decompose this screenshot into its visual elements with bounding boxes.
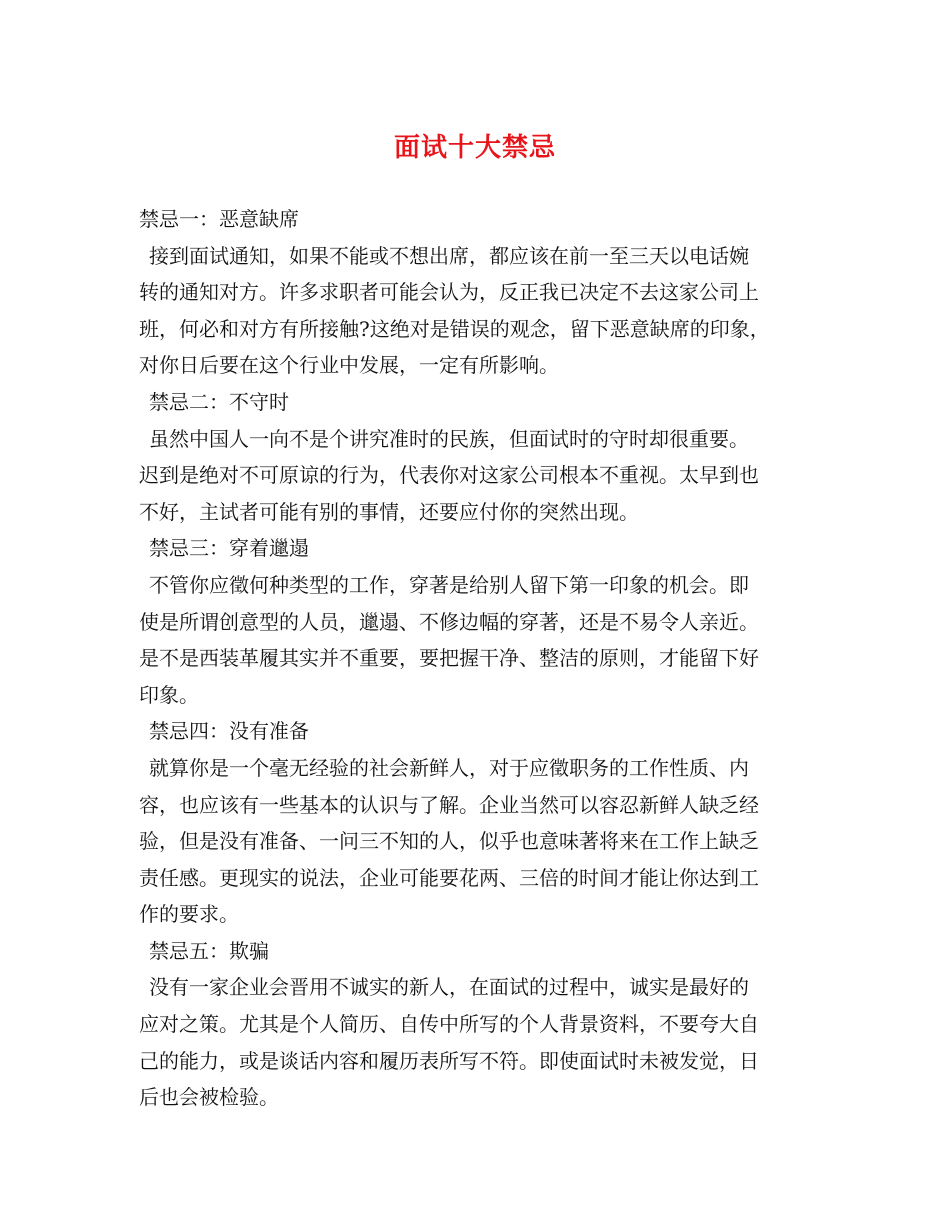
document-title: 面试十大禁忌	[393, 133, 556, 163]
paragraph-line: 虽然中国人一向不是个讲究准时的民族，但面试时的守时却很重要。	[149, 426, 749, 451]
paragraph-line: 就算你是一个毫无经验的社会新鲜人，对于应徵职务的工作性质、内	[149, 755, 749, 780]
paragraph-line: 没有一家企业会晋用不诚实的新人，在面试的过程中，诚实是最好的	[149, 975, 749, 1000]
paragraph-line: 应对之策。尤其是个人简历、自传中所写的个人背景资料，不要夸大自	[139, 1012, 759, 1037]
paragraph-line: 容，也应该有一些基本的认识与了解。企业当然可以容忍新鲜人缺乏经	[139, 792, 759, 817]
paragraph-line: 印象。	[139, 682, 199, 707]
paragraph-line: 后也会被检验。	[139, 1085, 279, 1110]
paragraph-line: 己的能力，或是谈话内容和履历表所写不符。即使面试时未被发觉，日	[139, 1048, 759, 1073]
paragraph-line: 迟到是绝对不可原谅的行为，代表你对这家公司根本不重视。太早到也	[139, 463, 759, 488]
paragraph-line: 不好，主试者可能有别的事情，还要应付你的突然出现。	[139, 499, 639, 524]
heading-taboo-1: 禁忌一：恶意缺席	[139, 207, 299, 231]
paragraph-line: 不管你应徵何种类型的工作，穿著是给别人留下第一印象的机会。即	[149, 572, 749, 597]
paragraph-line: 转的通知对方。许多求职者可能会认为，反正我已决定不去这家公司上	[139, 280, 759, 305]
paragraph-line: 是不是西装革履其实并不重要，要把握干净、整洁的原则，才能留下好	[139, 646, 759, 671]
paragraph-line: 责任感。更现实的说法，企业可能要花两、三倍的时间才能让你达到工	[139, 865, 759, 890]
paragraph-line: 接到面试通知，如果不能或不想出席，都应该在前一至三天以电话婉	[149, 243, 749, 268]
paragraph-line: 使是所谓创意型的人员，邋遢、不修边幅的穿著，还是不易令人亲近。	[139, 609, 759, 634]
heading-taboo-3: 禁忌三：穿着邋遢	[149, 536, 309, 561]
paragraph-line: 作的要求。	[139, 902, 239, 927]
heading-taboo-2: 禁忌二：不守时	[149, 389, 289, 414]
heading-taboo-4: 禁忌四：没有准备	[149, 719, 309, 744]
paragraph-line: 对你日后要在这个行业中发展，一定有所影响。	[139, 353, 559, 378]
paragraph-line: 验，但是没有准备、一问三不知的人，似乎也意味著将来在工作上缺乏	[139, 829, 759, 854]
document-body	[139, 201, 819, 1116]
heading-taboo-5: 禁忌五：欺骗	[149, 938, 269, 963]
paragraph-line: 班，何必和对方有所接触?这绝对是错误的观念，留下恶意缺席的印象，	[139, 316, 770, 341]
